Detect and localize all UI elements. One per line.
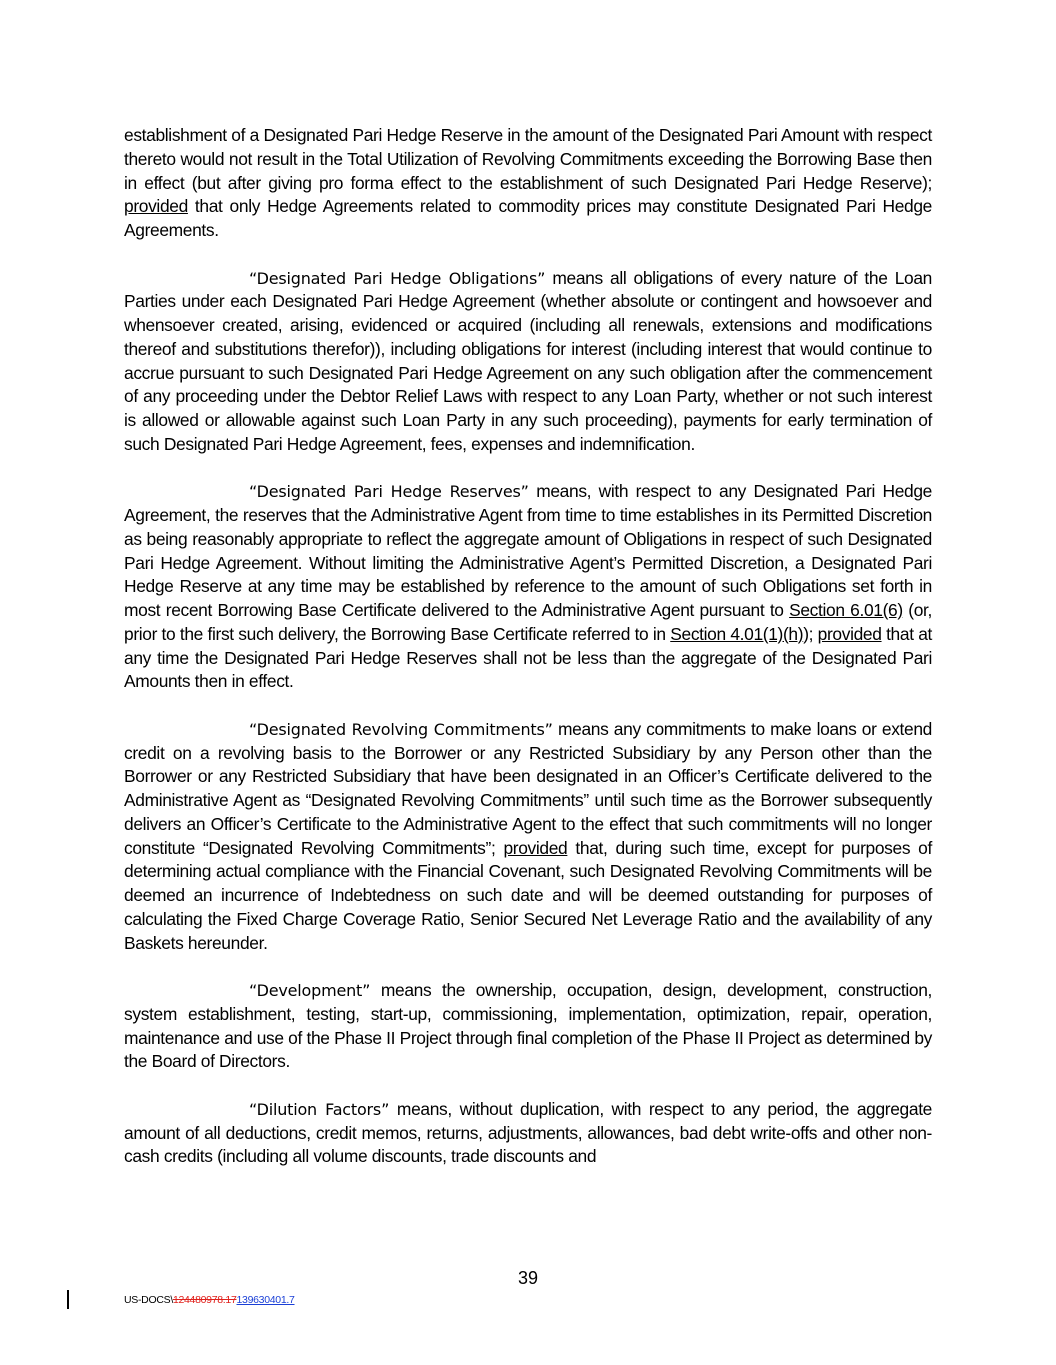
text: that, during such time, except for purposes of determining actual compliance with the Financial Covenant, such Designated Revolving Commitments will be deemed an incurrence of Indebtedness on such date and will be deemed outstanding for purposes of calculating the Fixed Charge Coverage Ratio, Senior Secured Net Leverage Ratio and the availability of any Baskets hereunder.: [124, 837, 932, 953]
definition-text: means the ownership, occupation, design, development, construction, system establishment, testing, start-up, commissioning, implementation, optimization, repair, operation, maintenance and use of the Phase II Project through final completion of the Phase II Project as determined by the Board of Directors.: [124, 980, 932, 1072]
definition-text: means any commitments to make loans or extend credit on a revolving basis to the Borrower or any Restricted Subsidiary by any Person other than the Borrower or any Restricted Subsidiary that have been designated in an Officer’s Certificate delivered to the Administrative Agent as “Designated Revolving Commitments” until such time as the Borrower subsequently delivers an Officer’s Certificate to the Administrative Agent to the effect that such commitments will no longer constitute “Designated Revolving Commitments”;: [124, 718, 933, 858]
definition-text: means all obligations of every nature of the Loan Parties under each Designated Pari Hedge Agreement (whether absolute or contingent and howsoever and whensoever created, arising, evidenced or acquired (including all renewals, extensions and modifications thereof and substitutions therefor)), including obligations for interest (including interest that would continue to accrue pursuant to such Designated Pari Hedge Agreement on any such obligation after the commencement of any proceeding under the Debtor Relief Laws with respect to any Loan Party, whether or not such interest is allowed or allowable against such Loan Party in any such proceeding), payments for early termination of such Designated Pari Hedge Agreement, fees, expenses and indemnification.: [124, 267, 932, 454]
document-body: [124, 124, 932, 1193]
section-reference-4-01-1-h: Section 4.01(1)(h): [670, 623, 804, 644]
defined-term: “Designated Revolving Commitments”: [249, 719, 553, 739]
underlined-term-provided: provided: [503, 837, 568, 858]
doc-id-prefix: US-DOCS\: [124, 1294, 173, 1306]
section-reference-6-01-6: Section 6.01(6): [789, 600, 903, 621]
defined-term: “Designated Pari Hedge Obligations”: [249, 268, 546, 288]
defined-term: “Dilution Factors”: [249, 1099, 390, 1119]
text: (or, prior to the first such delivery, the Borrowing Base Certificate referred to in: [124, 600, 932, 644]
definition-designated-pari-hedge-reserves: [124, 480, 932, 694]
definition-dilution-factors: [124, 1098, 932, 1169]
text: that at any time the Designated Pari Hedge Reserves shall not be less than the aggregate of the Designated Pari Amounts then in effect.: [124, 623, 933, 692]
doc-id-deleted: 124480978.17: [172, 1294, 237, 1306]
revision-change-bar: [67, 1290, 69, 1309]
defined-term: “Development”: [249, 981, 371, 1001]
page-number: 39: [517, 1268, 539, 1288]
underlined-term-provided: provided: [124, 196, 188, 217]
definition-text: means, without duplication, with respect to any period, the aggregate amount of all deductions, credit memos, returns, adjustments, allowances, bad debt write-offs and other non-cash credits (including all volume discounts, trade discounts and: [124, 1098, 933, 1167]
underlined-term-provided: provided: [817, 623, 882, 644]
text: );: [803, 623, 818, 644]
defined-term: “Designated Pari Hedge Reserves”: [249, 482, 529, 502]
definition-designated-pari-hedge-obligations: [124, 267, 932, 457]
definition-text: means, with respect to any Designated Pari Hedge Agreement, the reserves that the Administrative Agent from time to time establishes in its Permitted Discretion as being reasonably appropriate to reflect the aggregate amount of Obligations in respect of such Designated Pari Hedge Agreement. Without limiting the Administrative Agent’s Permitted Discretion, a Designated Pari Hedge Reserve at any time may be established by reference to the amount of such Obligations set forth in most recent Borrowing Base Certificate delivered to the Administrative Agent pursuant to: [124, 481, 932, 621]
definition-designated-revolving-commitments: [124, 718, 932, 956]
text: establishment of a Designated Pari Hedge Reserve in the amount of the Designated Pari Amount with respect thereto would not result in the Total Utilization of Revolving Commitments exceeding the Borrowing Base then in effect (but after giving pro forma effect to the establishment of such Designated Pari Hedge Reserve);: [124, 125, 932, 193]
doc-id-inserted: 139630401.7: [236, 1294, 295, 1306]
document-identifier: [124, 1294, 295, 1306]
text: that only Hedge Agreements related to commodity prices may constitute Designated Pari Hedge Agreements.: [124, 196, 932, 240]
paragraph-designated-pari-hedge-agreement-continued: [124, 124, 932, 243]
definition-development: [124, 979, 932, 1074]
